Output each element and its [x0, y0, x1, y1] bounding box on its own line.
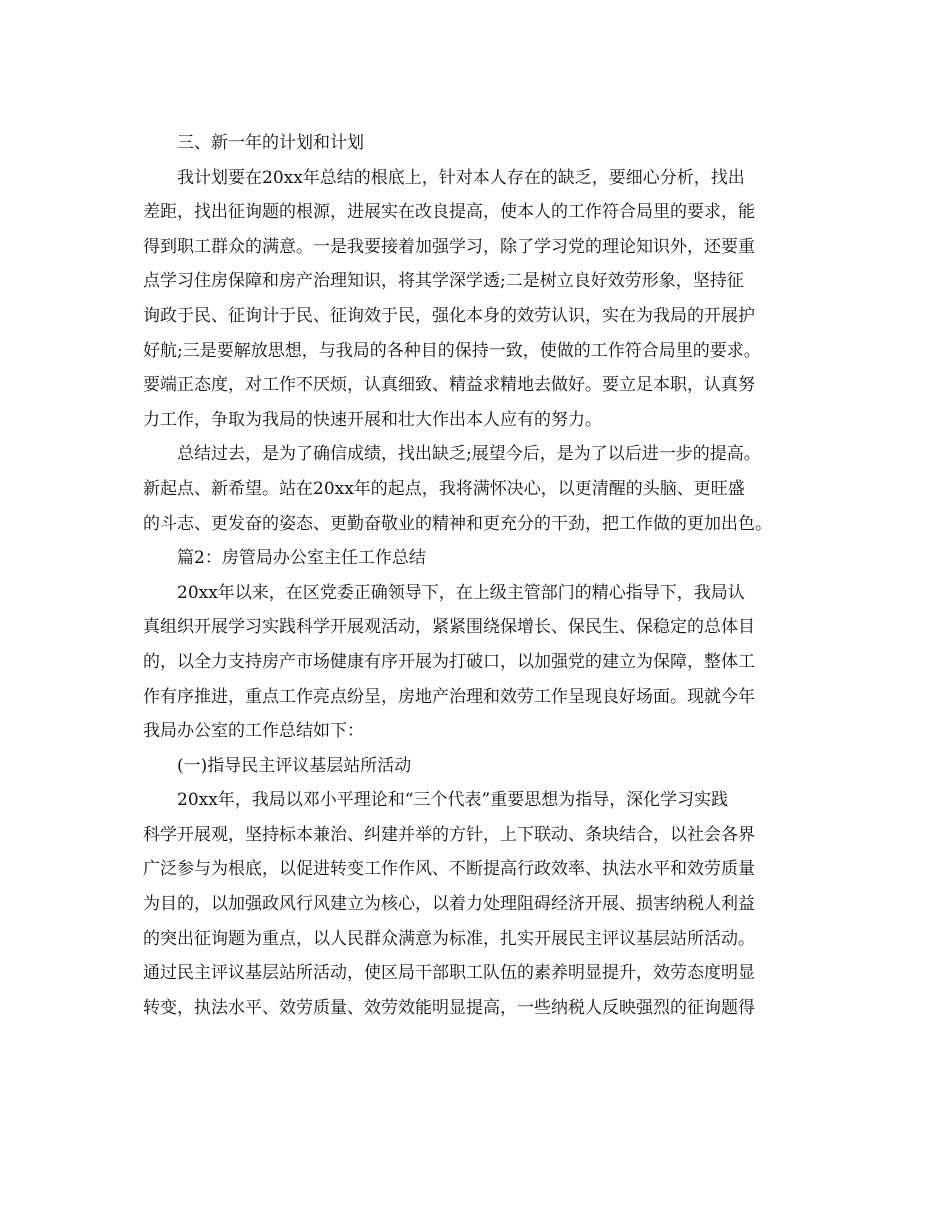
document-line: (一)指导民主评议基层站所活动 — [177, 755, 412, 776]
document-line: 的突出征询题为重点，以人民群众满意为标准，扎实开展民主评议基层站所活动。 — [143, 928, 755, 949]
document-line: 的斗志、更发奋的姿态、更勤奋敬业的精神和更充分的干劲，把工作做的更加出色。 — [143, 513, 772, 534]
document-line: 新起点、新希望。站在20xx年的起点，我将满怀决心，以更清醒的头脑、更旺盛 — [143, 478, 745, 499]
document-line: 篇2：房管局办公室主任工作总结 — [177, 548, 426, 569]
document-line: 询政于民、征询计于民、征询效于民，强化本身的效劳认识，实在为我局的开展护 — [143, 305, 755, 326]
document-line: 三、新一年的计划和计划 — [177, 133, 364, 153]
document-line: 科学开展观，坚持标本兼治、纠建并举的方针，上下联动、条块结合，以社会各界 — [143, 824, 755, 845]
document-line: 转变，执法水平、效劳质量、效劳效能明显提高，一些纳税人反映强烈的征询题得 — [143, 997, 755, 1018]
document-body — [143, 126, 823, 1025]
document-line: 总结过去，是为了确信成绩，找出缺乏;展望今后，是为了以后进一步的提高。 — [177, 444, 761, 465]
document-line: 20xx年以来，在区党委正确领导下，在上级主管部门的精心指导下，我局认 — [177, 582, 745, 603]
document-line: 好航;三是要解放思想，与我局的各种目的保持一致，使做的工作符合局里的要求。 — [143, 340, 761, 361]
document-line: 为目的，以加强政风行风建立为核心，以着力处理阻碍经济开展、损害纳税人利益 — [143, 894, 755, 915]
document-line: 20xx年，我局以邓小平理论和“三个代表”重要思想为指导，深化学习实践 — [177, 790, 729, 811]
document-line: 要端正态度，对工作不厌烦，认真细致、精益求精地去做好。要立足本职，认真努 — [143, 375, 755, 396]
document-line: 的，以全力支持房产市场健康有序开展为打破口，以加强党的建立为保障，整体工 — [143, 651, 755, 672]
document-line: 我计划要在20xx年总结的根底上，针对本人存在的缺乏，要细心分析，找出 — [177, 167, 745, 188]
document-line: 作有序推进，重点工作亮点纷呈，房地产治理和效劳工作呈现良好场面。现就今年 — [143, 686, 755, 707]
document-line: 通过民主评议基层站所活动，使区局干部职工队伍的素养明显提升，效劳态度明显 — [143, 963, 755, 984]
document-line: 我局办公室的工作总结如下： — [143, 721, 364, 742]
document-line: 真组织开展学习实践科学开展观活动，紧紧围绕保增长、保民生、保稳定的总体目 — [143, 617, 755, 638]
document-line: 得到职工群众的满意。一是我要接着加强学习，除了学习党的理论知识外，还要重 — [143, 236, 755, 257]
document-line: 点学习住房保障和房产治理知识，将其学深学透;二是树立良好效劳形象，坚持征 — [143, 271, 744, 292]
document-line: 广泛参与为根底，以促进转变工作作风、不断提高行政效率、执法水平和效劳质量 — [143, 859, 755, 880]
document-line: 差距，找出征询题的根源，进展实在改良提高，使本人的工作符合局里的要求，能 — [143, 202, 755, 223]
document-line: 力工作，争取为我局的快速开展和壮大作出本人应有的努力。 — [143, 409, 602, 430]
